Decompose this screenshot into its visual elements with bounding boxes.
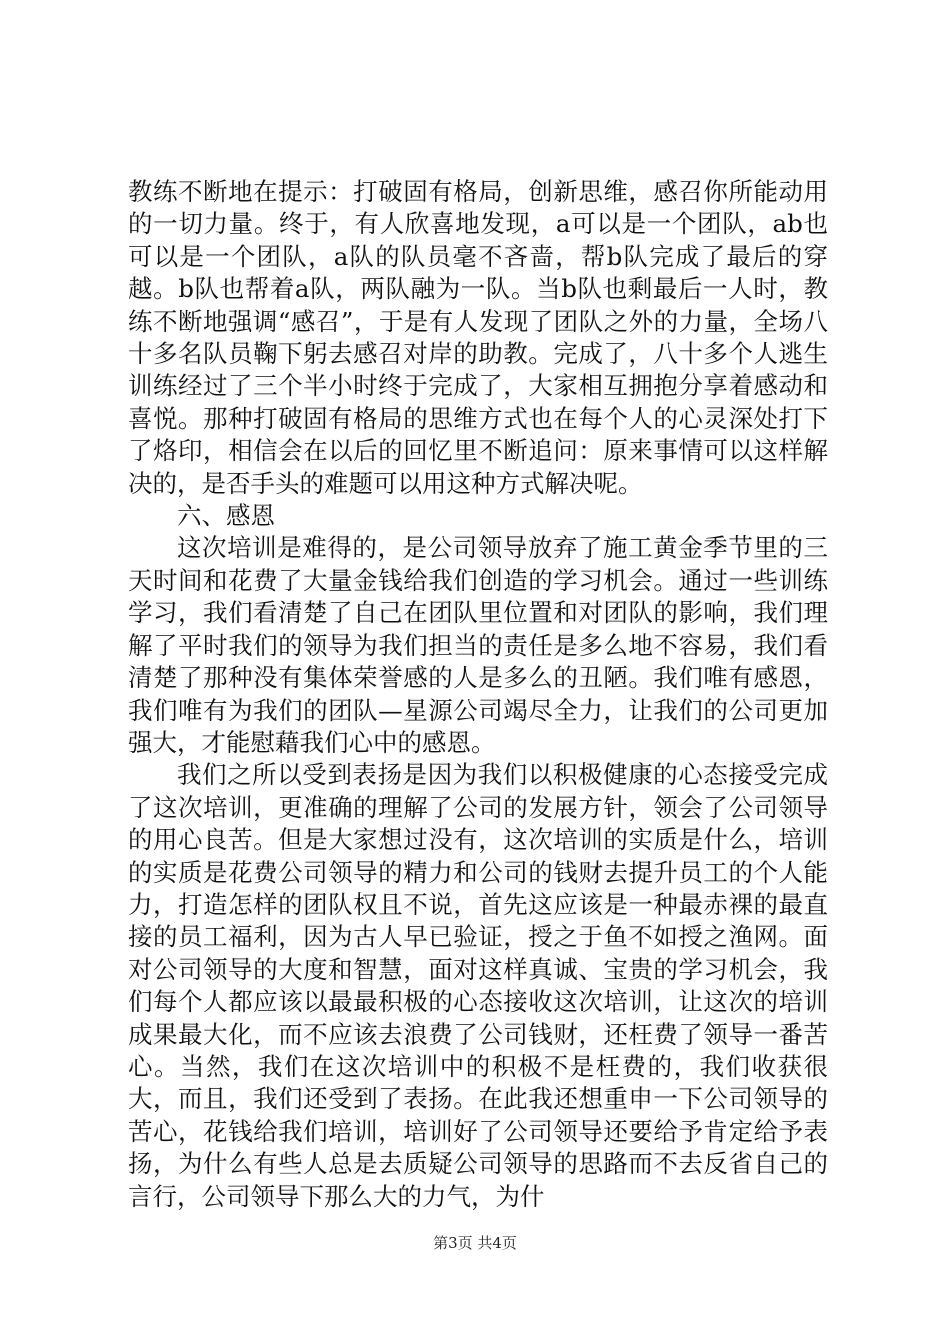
paragraph-gratitude-2: 我们之所以受到表扬是因为我们以积极健康的心态接受完成了这次培训，更准确的理解了公司的发展方针，领会了公司领导的用心良苦。但是大家想过没有，这次培训的实质是什么，培训的实质是花费公司领导的精力和公司的钱财去提升员工的个人能力，打造怎样的团队权且不说，首先这应该是一种最赤裸的最直接的员工福利，因为古人早已验证，授之于鱼不如授之渔网。面对公司领导的大度和智慧，面对这样真诚、宝贵的学习机会，我们每个人都应该以最最积极的心态接收这次培训，让这次的培训成果最大化，而不应该去浪费了公司钱财，还枉费了领导一番苦心。当然，我们在这次培训中的积极不是枉费的，我们收获很大，而且，我们还受到了表扬。在此我还想重申一下公司领导的苦心，花钱给我们培训，培训好了公司领导还要给予肯定给予表扬，为什么有些人总是去质疑公司领导的思路而不去反省自己的言行，公司领导下那么大的力气，为什 xyxy=(128,760,828,1211)
page-number-footer: 第3页 共4页 xyxy=(433,1234,517,1252)
document-body xyxy=(128,176,828,1213)
paragraph-gratitude-1: 这次培训是难得的，是公司领导放弃了施工黄金季节里的三天时间和花费了大量金钱给我们创造的学习机会。通过一些训练学习，我们看清楚了自己在团队里位置和对团队的影响，我们理解了平时我们的领导为我们担当的责任是多么地不容易，我们看清楚了那种没有集体荣誉感的人是多么的丑陋。我们唯有感恩，我们唯有为我们的团队—星源公司竭尽全力，让我们的公司更加强大，才能慰藉我们心中的感恩。 xyxy=(128,533,828,757)
section-heading-gratitude: 六、感恩 xyxy=(177,501,275,531)
paragraph-continuation: 教练不断地在提示：打破固有格局，创新思维，感召你所能动用的一切力量。终于，有人欣喜地发现，a可以是一个团队，ab也可以是一个团队，a队的队员毫不吝啬，帮b队完成了最后的穿越。b队也帮着a队，两队融为一队。当b队也剩最后一人时，教练不断地强调“感召”，于是有人发现了团队之外的力量，全场八十多名队员鞠下躬去感召对岸的助教。完成了，八十多个人逃生训练经过了三个半小时终于完成了，大家相互拥抱分享着感动和喜悦。那种打破固有格局的思维方式也在每个人的心灵深处打下了烙印，相信会在以后的回忆里不断追问：原来事情可以这样解决的，是否手头的难题可以用这种方式解决呢。 xyxy=(128,177,828,498)
